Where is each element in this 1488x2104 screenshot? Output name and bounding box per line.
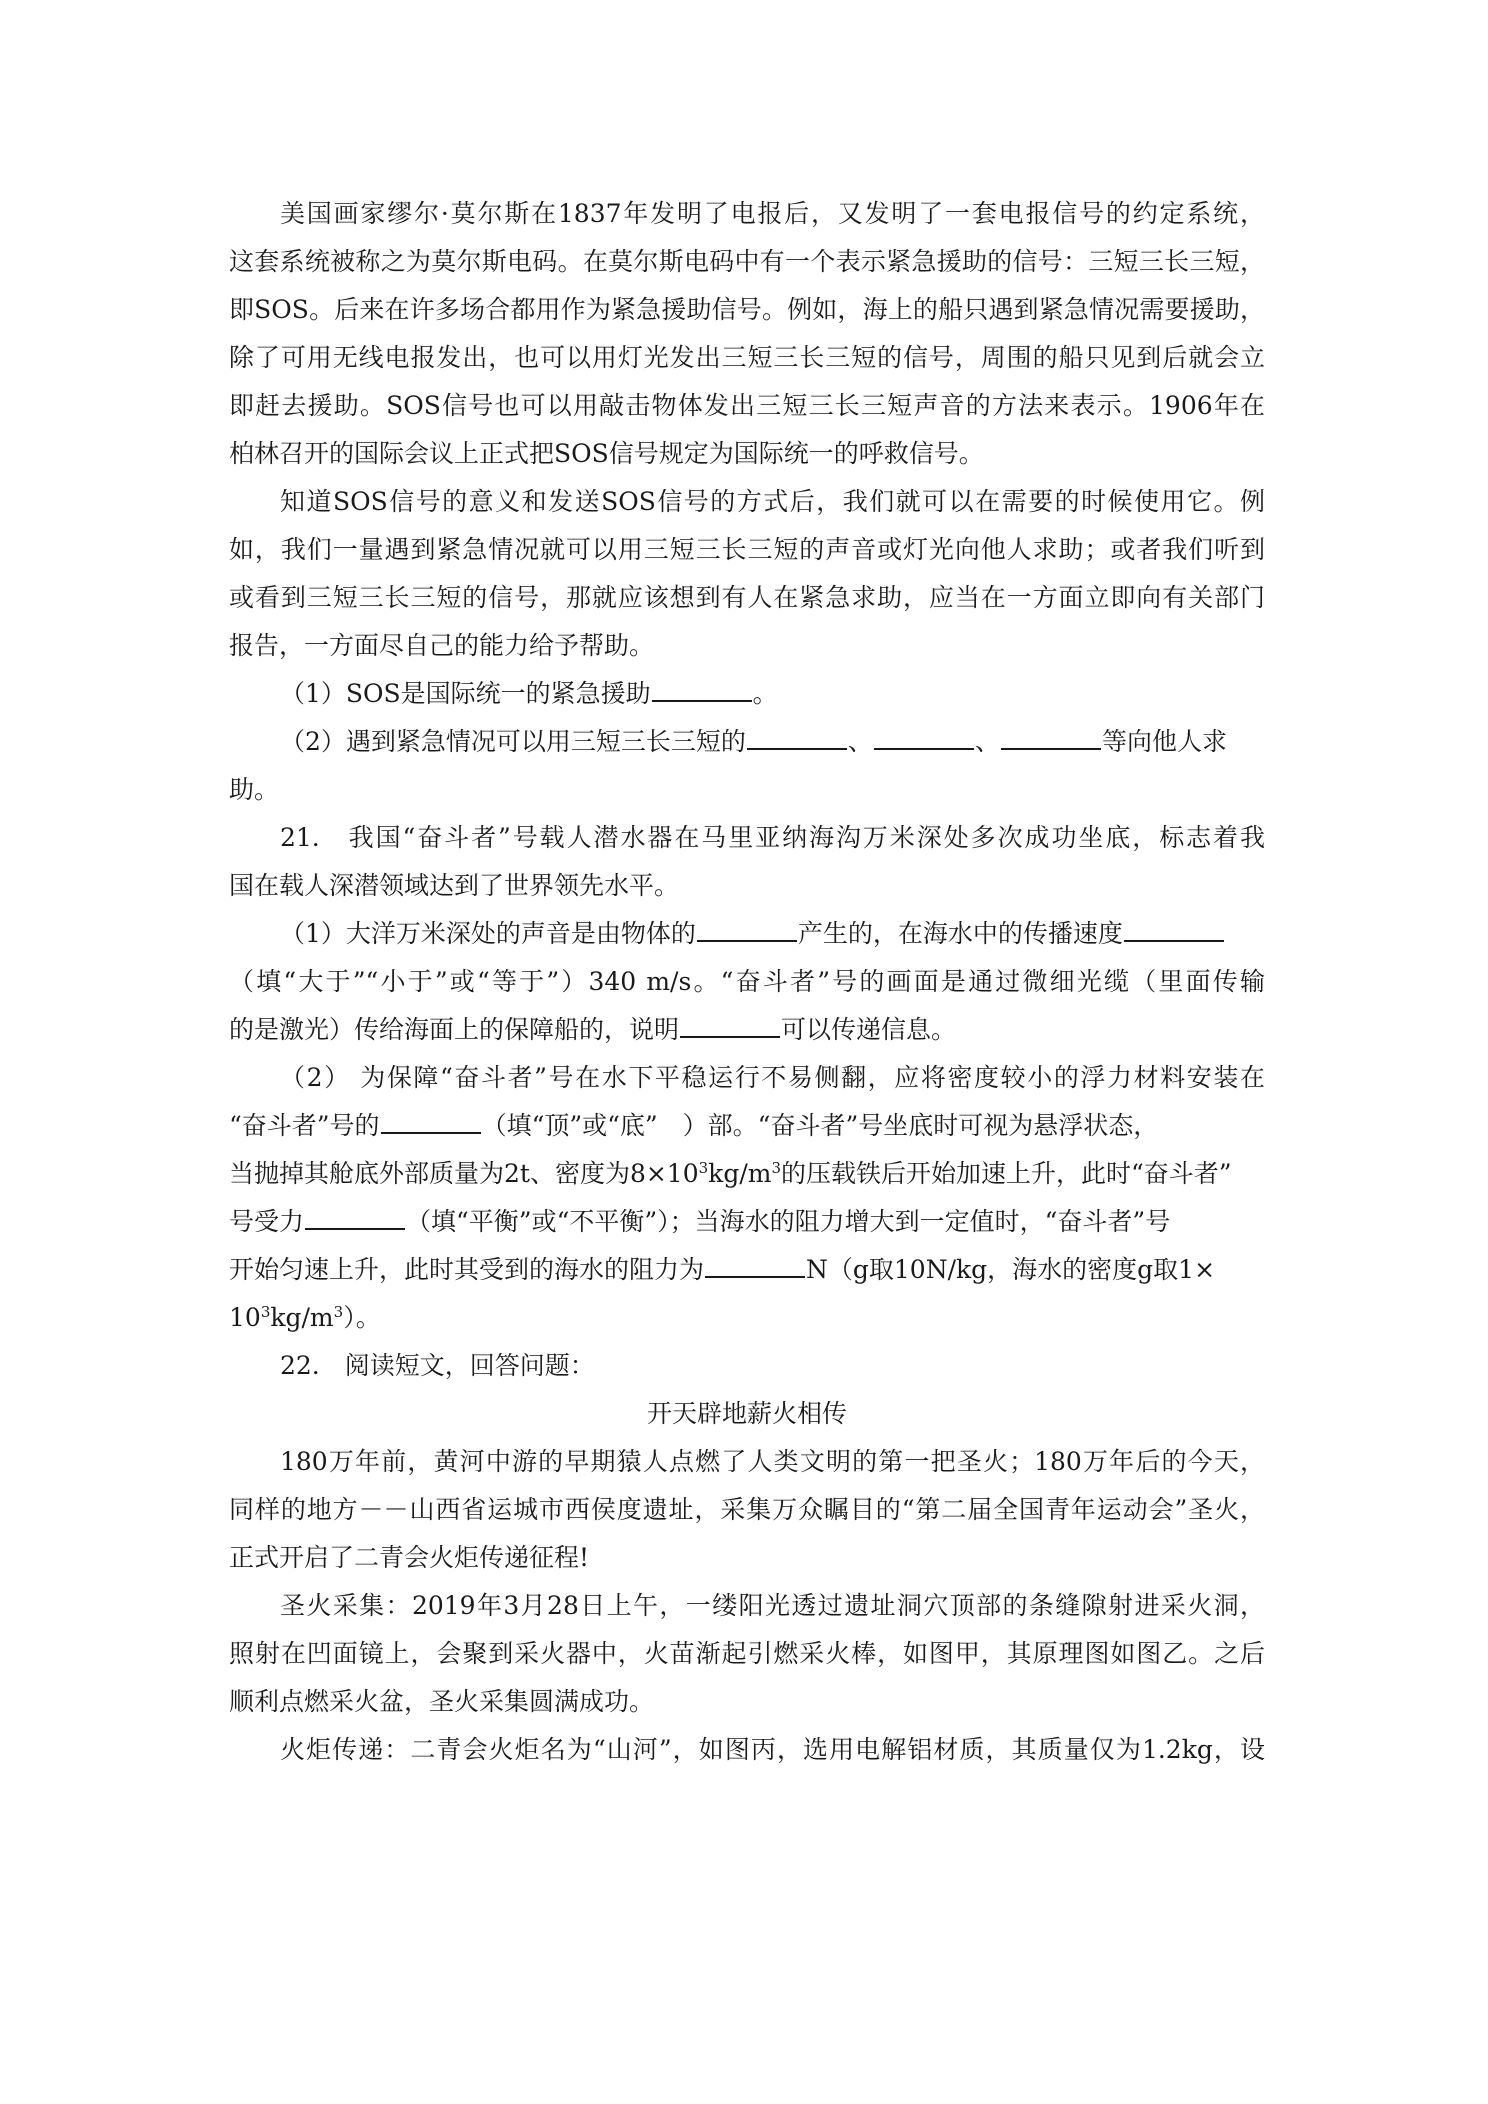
question-21-line-1: 21. 我国“奋斗者”号载人潜水器在马里亚纳海沟万米深处多次成功坐底，标志着我 — [280, 823, 1265, 852]
p1-line-5: 即赶去援助。SOS信号也可以用敲击物体发出三短三长三短声音的方法来表示。1906年在 — [229, 391, 1265, 420]
text-span: （1）大洋万米深处的声音是由物体的 — [280, 919, 696, 948]
superscript: 3 — [260, 1303, 271, 1321]
p2-line-4: 报告，一方面尽自己的能力给予帮助。 — [229, 631, 655, 660]
article-p1-line-1: 180万年前，黄河中游的早期猿人点燃了人类文明的第一把圣火；180万年后的今天， — [280, 1447, 1265, 1476]
question-1 — [229, 670, 1265, 718]
text-span: ）。 — [343, 1303, 381, 1332]
p2-line-1: 知道SOS信号的意义和发送SOS信号的方式后，我们就可以在需要的时候使用它。例 — [280, 487, 1265, 516]
text-span: （填“平衡”或“不平衡”）；当海水的阻力增大到一定值时，“奋斗者”号 — [406, 1207, 1171, 1236]
text-span: 的是激光）传给海面上的保障船的，说明 — [229, 1015, 680, 1044]
question-21-2-line-2 — [229, 1102, 1265, 1150]
p1-line-6: 柏林召开的国际会议上正式把SOS信号规定为国际统一的呼救信号。 — [229, 439, 984, 468]
article-p1-line-2: 同样的地方－－山西省运城市西侯度遗址，采集万众瞩目的“第二届全国青年运动会”圣火， — [229, 1495, 1265, 1524]
p1-line-1: 美国画家缪尔·莫尔斯在1837年发明了电报后，又发明了一套电报信号的约定系统， — [280, 199, 1265, 228]
question-2-line-2: 助。 — [229, 775, 280, 804]
question-21-1-line-3 — [229, 1006, 1265, 1054]
p1-line-2: 这套系统被称之为莫尔斯电码。在莫尔斯电码中有一个表示紧急援助的信号：三短三长三短， — [229, 247, 1265, 276]
question-21-2-line-4 — [229, 1198, 1265, 1246]
question-21-2-line-5 — [229, 1246, 1265, 1294]
answer-blank[interactable] — [705, 1252, 805, 1278]
answer-blank[interactable] — [652, 676, 752, 702]
question-21-2-line-6 — [229, 1294, 1265, 1342]
text-span: 可以传递信息。 — [781, 1015, 957, 1044]
answer-blank[interactable] — [680, 1012, 780, 1038]
question-21-2-line-3 — [229, 1150, 1265, 1198]
article-p2-line-1: 圣火采集：2019年3月28日上午，一缕阳光透过遗址洞穴顶部的条缝隙射进采火洞， — [280, 1591, 1265, 1620]
answer-blank[interactable] — [1001, 724, 1101, 750]
question-21-2-line-1: （2） 为保障“奋斗者”号在水下平稳运行不易侧翻，应将密度较小的浮力材料安装在 — [280, 1063, 1265, 1092]
question-1-end: 。 — [752, 679, 778, 708]
text-span: N（g取10N/kg，海水的密度g取1× — [806, 1255, 1216, 1284]
p2-line-3: 或看到三短三长三短的信号，那就应该想到有人在紧急求助，应当在一方面立即向有关部门 — [229, 583, 1265, 612]
document-page — [229, 190, 1265, 1774]
text-span: （填“顶”或“底” ）部。“奋斗者”号坐底时可视为悬浮状态， — [481, 1111, 1159, 1140]
text-span: kg/m — [270, 1303, 334, 1332]
separator: 、 — [847, 727, 873, 756]
text-span: 10 — [229, 1303, 261, 1332]
article-p2-line-2: 照射在凹面镜上，会聚到采火器中，火苗渐起引燃采火棒，如图甲，其原理图如图乙。之后 — [229, 1639, 1265, 1668]
article-p1-line-3: 正式开启了二青会火炬传递征程! — [229, 1543, 590, 1572]
question-21-1-line-1 — [229, 910, 1265, 958]
question-21-line-2: 国在载人深潜领域达到了世界领先水平。 — [229, 871, 680, 900]
article-title: 开天辟地薪火相传 — [646, 1399, 847, 1428]
article-p2-line-3: 顺利点燃采火盆，圣火采集圆满成功。 — [229, 1687, 655, 1716]
text-span: 开始匀速上升，此时其受到的海水的阻力为 — [229, 1255, 705, 1284]
answer-blank[interactable] — [1124, 916, 1224, 942]
superscript: 3 — [333, 1303, 344, 1321]
text-span: kg/m — [708, 1159, 772, 1188]
text-span: “奋斗者”号的 — [229, 1111, 380, 1140]
superscript: 3 — [771, 1159, 781, 1177]
question-2-text: （2）遇到紧急情况可以用三短三长三短的 — [280, 727, 746, 756]
question-21-1-line-2: （填“大于”“小于”或“等于”）340 m/s。“奋斗者”号的画面是通过微细光缆（里面传输 — [229, 967, 1265, 996]
text-span: 号受力 — [229, 1207, 305, 1236]
text-span: 当抛掉其舱底外部质量为2t、密度为8×10 — [229, 1159, 699, 1188]
p1-line-3: 即SOS。后来在许多场合都用作为紧急援助信号。例如，海上的船只遇到紧急情况需要援助， — [229, 295, 1265, 324]
question-2 — [229, 718, 1265, 766]
p1-line-4: 除了可用无线电报发出，也可以用灯光发出三短三长三短的信号，周围的船只见到后就会立 — [229, 343, 1265, 372]
answer-blank[interactable] — [381, 1108, 481, 1134]
article-p3-line-1: 火炬传递：二青会火炬名为“山河”，如图丙，选用电解铝材质，其质量仅为1.2kg，设 — [280, 1735, 1265, 1764]
text-span: 产生的，在海水中的传播速度 — [797, 919, 1123, 948]
superscript: 3 — [698, 1159, 709, 1177]
separator: 、 — [974, 727, 1000, 756]
question-2-tail: 等向他人求 — [1101, 727, 1227, 756]
p2-line-2: 如，我们一量遇到紧急情况就可以用三短三长三短的声音或灯光向他人求助；或者我们听到 — [229, 535, 1265, 564]
answer-blank[interactable] — [874, 724, 974, 750]
answer-blank[interactable] — [747, 724, 847, 750]
question-1-text: （1）SOS是国际统一的紧急援助 — [280, 679, 651, 708]
answer-blank[interactable] — [305, 1204, 405, 1230]
answer-blank[interactable] — [697, 916, 797, 942]
question-22-line-1: 22. 阅读短文，回答问题： — [280, 1351, 595, 1380]
text-span: 的压载铁后开始加速上升，此时“奋斗者” — [781, 1159, 1232, 1188]
